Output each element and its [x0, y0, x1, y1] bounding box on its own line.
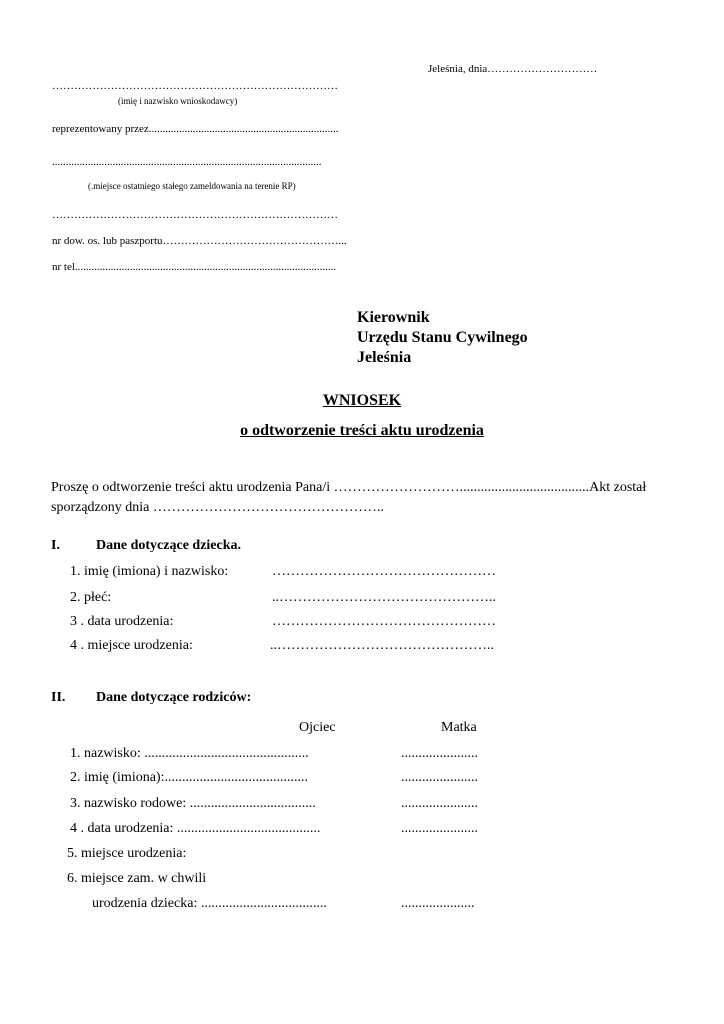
addressee-line-3: Jeleśnia — [357, 349, 412, 366]
phone-line: nr tel............................................................................................... — [52, 261, 337, 273]
place-date: Jeleśnia, dnia………………………… — [428, 63, 598, 75]
column-header-mother: Matka — [441, 720, 477, 735]
parent-field-label: 5. miejsce urodzenia: — [67, 846, 187, 861]
child-field-label: 1. imię (imiona) i nazwisko: — [70, 564, 229, 579]
extra-line: …………………………………………………………………… — [52, 209, 338, 221]
residence-line: .................................................................................................. — [52, 156, 322, 168]
id-document-line: nr dow. os. lub paszportu…………………………………………... — [52, 235, 347, 247]
child-field-value: ..……………………………………….. — [272, 590, 496, 605]
represented-by-line: reprezentowany przez..................................................................... — [52, 123, 339, 135]
applicant-name-line: …………………………………………………………………… — [52, 80, 338, 92]
child-field-label: 4 . miejsce urodzenia: — [70, 638, 193, 653]
section-2-heading: Dane dotyczące rodziców: — [96, 690, 252, 705]
section-2-numeral: II. — [51, 690, 66, 705]
parent-field-label: 4 . data urodzenia: ......................................... — [70, 821, 321, 836]
child-field-value: ..……………………………………….. — [270, 638, 494, 653]
child-field-value: ………………………………………… — [272, 564, 496, 579]
parent-field-label: 1. nazwisko: ............................................... — [70, 746, 309, 761]
request-line-1: Proszę o odtworzenie treści aktu urodzenia Pana/i ……………………….....................................Akt został — [51, 480, 647, 495]
residence-caption: (.miejsce ostatniego stałego zameldowania na terenie RP) — [88, 181, 296, 191]
section-1-numeral: I. — [51, 538, 60, 553]
parent-field-label: 3. nazwisko rodowe: .................................... — [70, 796, 316, 811]
parent-field-label: urodzenia dziecka: .................................... — [92, 896, 327, 911]
document-title: WNIOSEK — [322, 392, 402, 409]
section-1-heading: Dane dotyczące dziecka. — [96, 538, 242, 553]
child-field-label: 2. płeć: — [70, 590, 112, 605]
parent-field-mother-value: ...................... — [401, 821, 478, 836]
parent-field-mother-value: ...................... — [401, 770, 478, 785]
addressee-line-2: Urzędu Stanu Cywilnego — [357, 329, 528, 346]
request-line-2: sporządzony dnia ………………………………………….. — [51, 500, 384, 515]
applicant-name-caption: (imię i nazwisko wnioskodawcy) — [118, 96, 238, 106]
child-field-label: 3 . data urodzenia: — [70, 614, 174, 629]
column-header-father: Ojciec — [299, 720, 336, 735]
parent-field-label: 2. imię (imiona):......................................... — [70, 770, 308, 785]
parent-field-label: 6. miejsce zam. w chwili — [67, 871, 207, 886]
addressee-line-1: Kierownik — [357, 309, 430, 326]
parent-field-mother-value: ...................... — [401, 746, 478, 761]
child-field-value: ………………………………………… — [272, 614, 496, 629]
parent-field-mother-value: ...................... — [401, 796, 478, 811]
document-subtitle: o odtworzenie treści aktu urodzenia — [240, 422, 484, 439]
parent-field-mother-value: ..................... — [401, 896, 475, 911]
addressee — [357, 308, 528, 368]
